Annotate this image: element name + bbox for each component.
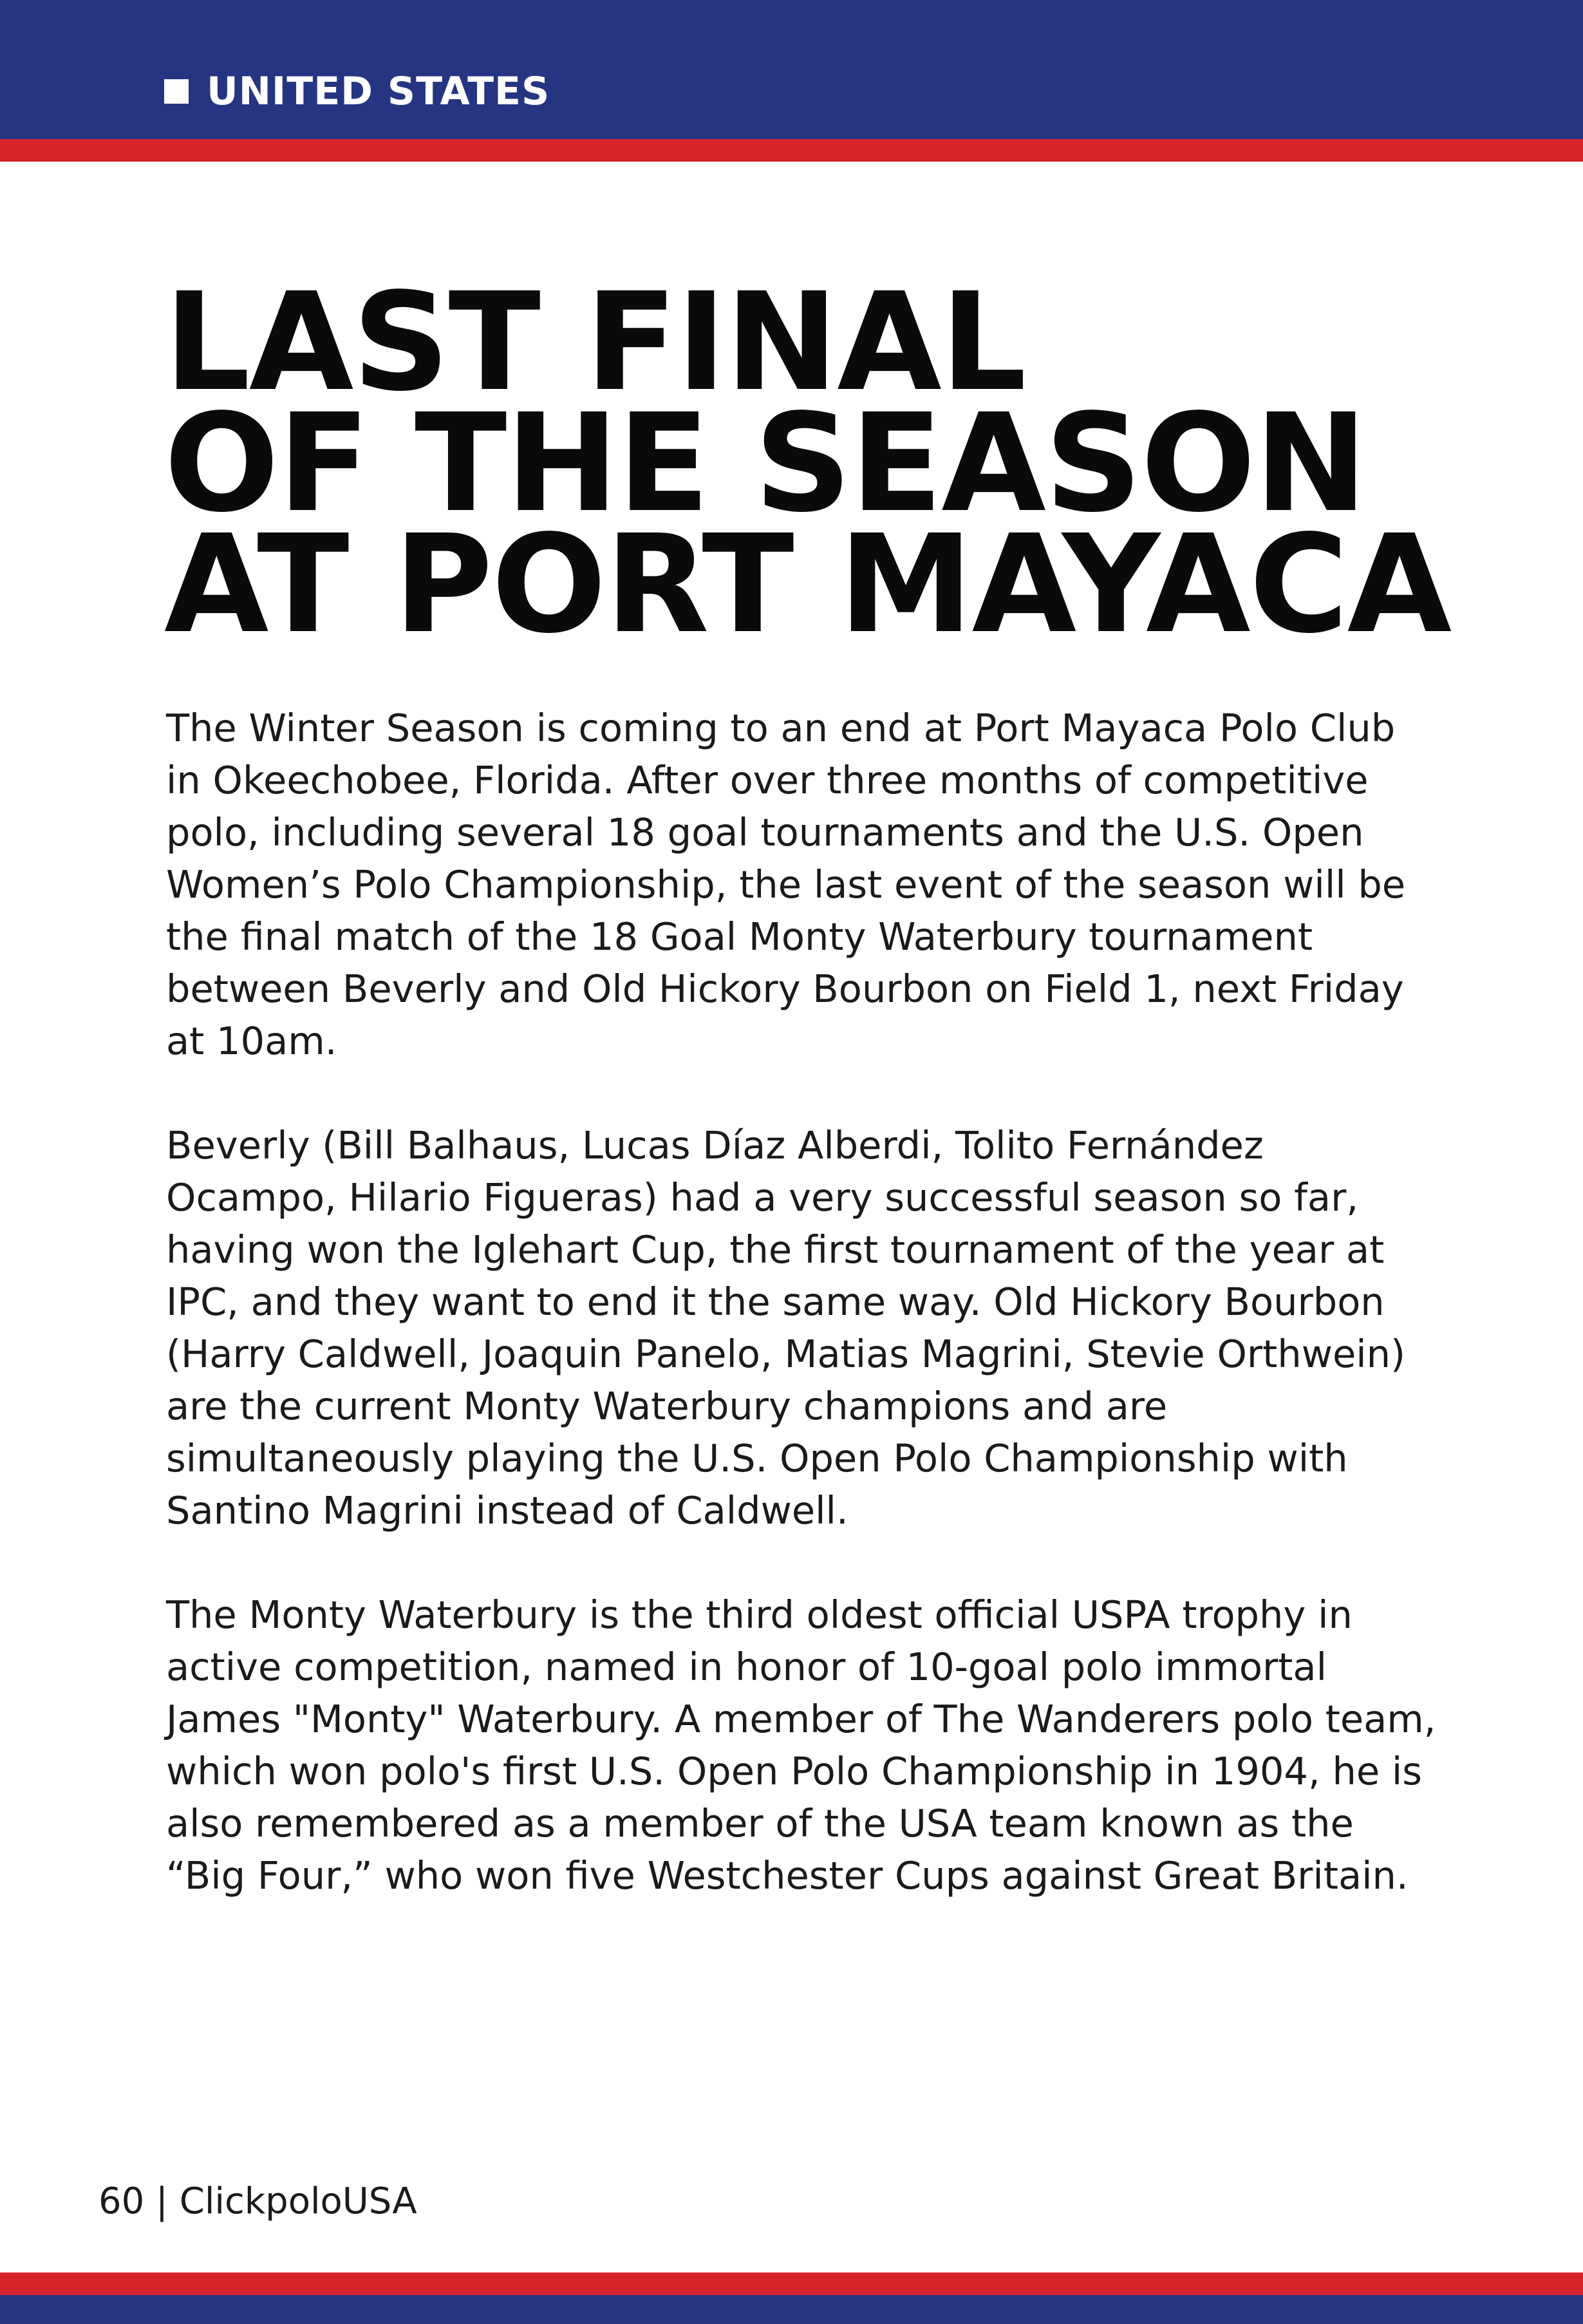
page-footer: 60 | ClickpoloUSA: [98, 2180, 417, 2222]
footer-bar: [0, 2295, 1583, 2324]
square-bullet-icon: [164, 79, 189, 104]
section-label-text: UNITED STATES: [207, 69, 550, 114]
article-paragraph: The Monty Waterbury is the third oldest official USPA trophy in active competition, named in honor of 10-goal polo immortal James "Monty" Waterbury. A member of The Wanderers polo team, which won polo's first U.S. Open Polo Championship in 1904, he is also remembered as a member of the USA team known as the “Big Four,” who won five Westchester Cups against Great Britain.: [166, 1592, 1436, 1898]
article-paragraph: The Winter Season is coming to an end at Port Mayaca Polo Club in Okeechobee, Florida. After over three months of competitive polo, including several 18 goal tournaments and the U.S. Open Women’s Polo Championship, the last event of the season will be the final match of the 18 Goal Monty Waterbury tournament between Beverly and Old Hickory Bourbon on Field 1, next Friday at 10am.: [166, 706, 1406, 1063]
section-label: [164, 68, 550, 115]
header-red-stripe: [0, 139, 1583, 162]
footer-red-stripe: [0, 2272, 1583, 2295]
article-paragraph: Beverly (Bill Balhaus, Lucas Díaz Alberdi, Tolito Fernández Ocampo, Hilario Figueras) had a very successful season so far, having won the Iglehart Cup, the first tournament of the year at IPC, and they want to end it the same way. Old Hickory Bourbon (Harry Caldwell, Joaquin Panelo, Matias Magrini, Stevie Orthwein) are the current Monty Waterbury champions and are simultaneously playing the U.S. Open Polo Championship with Santino Magrini instead of Caldwell.: [166, 1123, 1406, 1533]
article-title: LAST FINAL OF THE SEASON AT PORT MAYACA: [164, 263, 1451, 663]
article-body: [166, 702, 1441, 1954]
